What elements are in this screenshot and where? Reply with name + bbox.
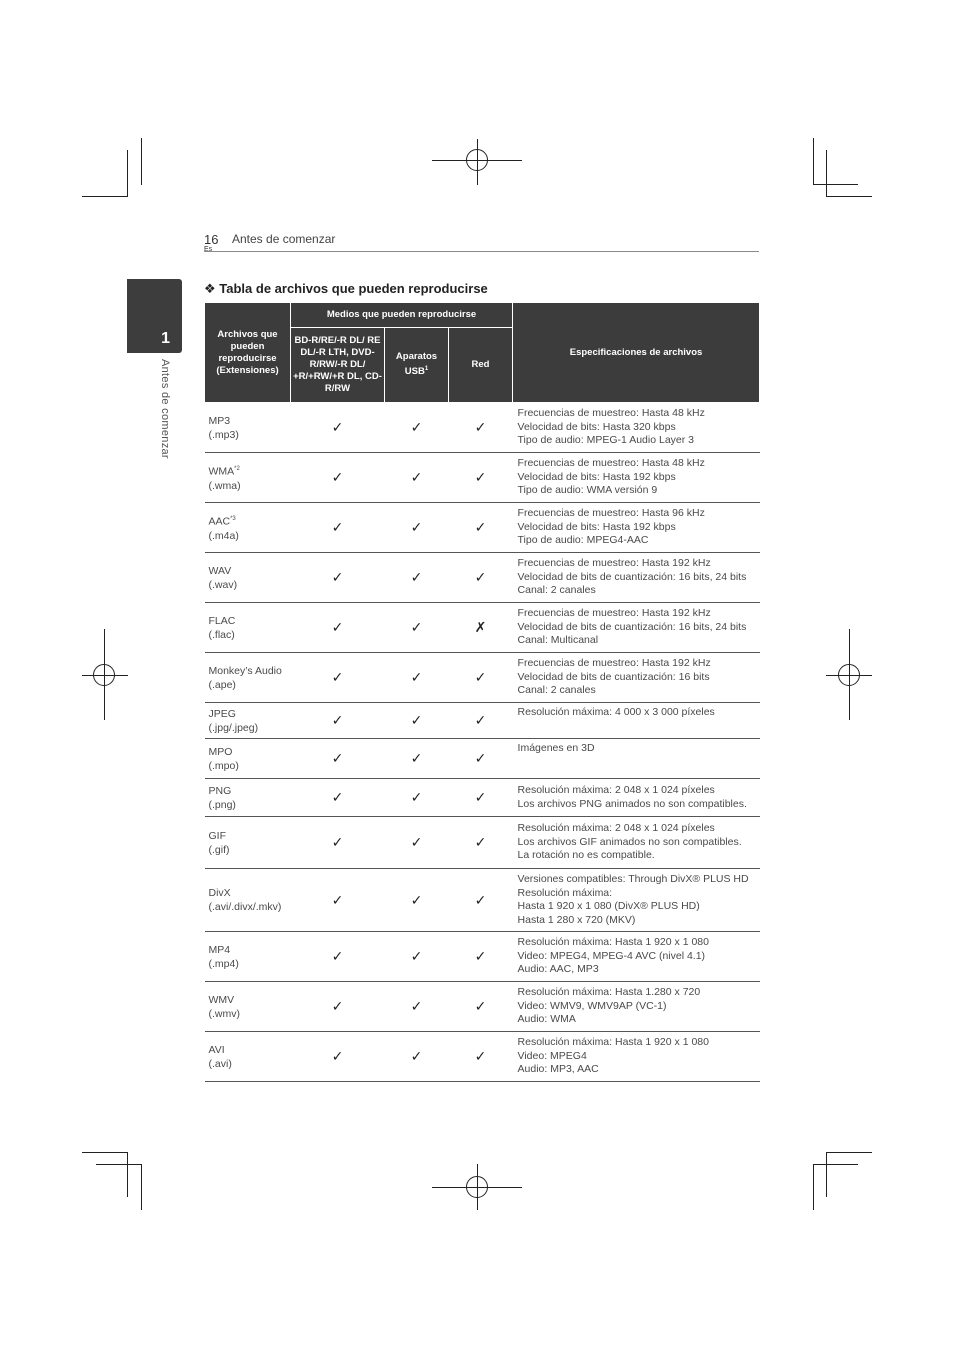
specification-line: La rotación no es compatible. (517, 849, 655, 862)
disc-support-mark: ✓ (291, 603, 385, 653)
usb-support-mark: ✓ (385, 653, 449, 703)
header-usb (385, 328, 449, 403)
network-support-mark: ✓ (449, 1032, 513, 1082)
specification-cell (513, 817, 760, 869)
disc-support-mark: ✓ (291, 932, 385, 982)
specification-line: Audio: WMA (517, 1013, 576, 1026)
table-row (205, 603, 760, 653)
header-files: Archivos que pueden reproducirse (Extensiones) (205, 303, 291, 403)
specification-line: Frecuencias de muestreo: Hasta 192 kHz (517, 607, 711, 620)
specification-line: Resolución máxima: 2 048 x 1 024 píxeles (517, 784, 715, 796)
specification-cell (513, 739, 760, 779)
specification-line: Canal: Multicanal (517, 634, 599, 647)
file-type-cell (205, 653, 291, 703)
disc-support-mark: ✓ (291, 869, 385, 932)
specification-line: Resolución máxima: 2 048 x 1 024 píxeles (517, 822, 715, 835)
file-type-cell (205, 932, 291, 982)
file-type-cell (205, 703, 291, 739)
network-support-mark: ✓ (449, 932, 513, 982)
file-type-cell (205, 982, 291, 1032)
file-extension: (.mp4) (208, 957, 239, 970)
table-row (205, 982, 760, 1032)
header-disc-media: BD-R/RE/-R DL/ RE DL/-R LTH, DVD-R/RW/-R DL/ +R/+RW/+R DL, CD-R/RW (291, 328, 385, 403)
table-body (205, 403, 760, 1082)
specification-cell (513, 403, 760, 453)
table-row (205, 779, 760, 817)
file-type-name: FLAC (208, 614, 236, 627)
file-type-name: Monkey’s Audio (208, 664, 282, 677)
file-type-name: WMV (208, 993, 235, 1006)
disc-support-mark: ✓ (291, 739, 385, 779)
usb-support-mark: ✓ (385, 553, 449, 603)
specification-line: Velocidad de bits de cuantización: 16 bits, 24 bits (517, 570, 747, 583)
header-media-group: Medios que pueden reproducirse (291, 303, 513, 328)
file-type-name: JPEG (208, 707, 236, 720)
specification-cell (513, 653, 760, 703)
usb-support-mark: ✓ (385, 932, 449, 982)
specification-cell (513, 869, 760, 932)
file-extension: (.ape) (208, 678, 236, 691)
specification-cell (513, 1032, 760, 1082)
network-support-mark: ✓ (449, 453, 513, 503)
specification-line: Velocidad de bits: Hasta 192 kbps (517, 470, 676, 483)
file-type-name: AVI (208, 1043, 225, 1056)
file-type-cell (205, 553, 291, 603)
page-header (204, 232, 759, 252)
header-usb-label: Aparatos USB (395, 351, 438, 378)
file-type-name: MP4 (208, 943, 231, 956)
usb-support-mark: ✓ (385, 982, 449, 1032)
specification-line: Frecuencias de muestreo: Hasta 48 kHz (517, 407, 705, 420)
disc-support-mark: ✓ (291, 779, 385, 817)
disc-support-mark: ✓ (291, 403, 385, 453)
chapter-number: 1 (161, 330, 170, 347)
usb-support-mark: ✓ (385, 603, 449, 653)
specification-line: Audio: MP3, AAC (517, 1063, 599, 1076)
table-row (205, 703, 760, 739)
usb-support-mark: ✓ (385, 779, 449, 817)
disc-support-mark: ✓ (291, 453, 385, 503)
file-type-name: GIF (208, 829, 226, 842)
specification-line: Video: MPEG4, MPEG-4 AVC (nivel 4.1) (517, 949, 706, 962)
specification-line: Resolución máxima: Hasta 1 920 x 1 080 (517, 936, 709, 949)
specification-cell (513, 932, 760, 982)
file-extension: (.wmv) (208, 1007, 240, 1020)
usb-support-mark: ✓ (385, 817, 449, 869)
chapter-tab (127, 279, 182, 353)
usb-support-mark: ✓ (385, 739, 449, 779)
file-extension: (.jpg/.jpeg) (208, 721, 259, 734)
specification-line: Canal: 2 canales (517, 684, 596, 697)
specification-line: Los archivos GIF animados no son compatibles. (517, 835, 742, 848)
specification-line: Velocidad de bits: Hasta 320 kbps (517, 420, 676, 433)
file-extension: (.wav) (208, 578, 238, 591)
file-extension: (.mpo) (208, 759, 239, 772)
network-support-mark: ✓ (449, 817, 513, 869)
network-support-mark: ✓ (449, 553, 513, 603)
specification-line: Velocidad de bits de cuantización: 16 bits (517, 670, 710, 683)
page-number: 16 (204, 232, 219, 247)
specification-line: Velocidad de bits de cuantización: 16 bits, 24 bits (517, 620, 747, 633)
network-support-mark: ✓ (449, 779, 513, 817)
file-extension: (.gif) (208, 843, 230, 856)
specification-line: Frecuencias de muestreo: Hasta 48 kHz (517, 457, 705, 470)
table-row (205, 817, 760, 869)
specification-line: Resolución máxima: Hasta 1 920 x 1 080 (517, 1036, 709, 1049)
specification-line: Video: MPEG4 (517, 1049, 587, 1062)
specification-line: Resolución máxima: Hasta 1.280 x 720 (517, 986, 701, 999)
network-support-mark: ✗ (449, 603, 513, 653)
specification-line: Frecuencias de muestreo: Hasta 96 kHz (517, 507, 705, 520)
table-row (205, 932, 760, 982)
footnote-marker: *3 (230, 516, 236, 523)
file-type-cell (205, 739, 291, 779)
usb-support-mark: ✓ (385, 1032, 449, 1082)
table-row (205, 869, 760, 932)
specification-line: Hasta 1 920 x 1 080 (DivX® PLUS HD) (517, 900, 700, 912)
file-type-cell (205, 603, 291, 653)
file-extension: (.m4a) (208, 529, 239, 542)
chapter-tab-label: Antes de comenzar (159, 359, 171, 459)
usb-support-mark: ✓ (385, 453, 449, 503)
network-support-mark: ✓ (449, 653, 513, 703)
network-support-mark: ✓ (449, 739, 513, 779)
file-type-cell (205, 779, 291, 817)
disc-support-mark: ✓ (291, 653, 385, 703)
page-section-title: Antes de comenzar (232, 232, 336, 246)
specification-line: Imágenes en 3D (517, 742, 595, 754)
table-row (205, 453, 760, 503)
usb-support-mark: ✓ (385, 503, 449, 553)
section-heading (204, 281, 488, 297)
table-row (205, 403, 760, 453)
specification-line: Velocidad de bits: Hasta 192 kbps (517, 520, 676, 533)
specification-line: Video: WMV9, WMV9AP (VC-1) (517, 999, 667, 1012)
file-extension: (.mp3) (208, 428, 239, 441)
specification-cell (513, 779, 760, 817)
file-type-name: WMA (208, 465, 235, 478)
table-row (205, 653, 760, 703)
diamond-bullet-icon: ❖ (204, 281, 216, 296)
file-extension: (.avi/.divx/.mkv) (208, 901, 282, 913)
specification-cell (513, 703, 760, 739)
specification-line: Frecuencias de muestreo: Hasta 192 kHz (517, 657, 711, 670)
specification-line: Audio: AAC, MP3 (517, 963, 599, 976)
page-language: Es (204, 246, 213, 253)
specification-line: Tipo de audio: MPEG-1 Audio Layer 3 (517, 434, 694, 447)
specification-cell (513, 453, 760, 503)
file-extension: (.wma) (208, 479, 241, 492)
file-type-name: PNG (208, 784, 232, 797)
specification-line: Tipo de audio: WMA versión 9 (517, 484, 658, 497)
network-support-mark: ✓ (449, 403, 513, 453)
footnote-marker: 1 (424, 366, 429, 373)
table-row (205, 1032, 760, 1082)
file-type-cell (205, 869, 291, 932)
file-type-name: MPO (208, 745, 233, 758)
disc-support-mark: ✓ (291, 703, 385, 739)
network-support-mark: ✓ (449, 982, 513, 1032)
table-row (205, 553, 760, 603)
usb-support-mark: ✓ (385, 403, 449, 453)
table-row (205, 503, 760, 553)
specification-line: Tipo de audio: MPEG4-AAC (517, 534, 649, 547)
file-type-name: MP3 (208, 414, 231, 427)
specification-line: Resolución máxima: 4 000 x 3 000 píxeles (517, 706, 715, 718)
specification-line: Frecuencias de muestreo: Hasta 192 kHz (517, 557, 711, 570)
specification-cell (513, 503, 760, 553)
specification-cell (513, 982, 760, 1032)
network-support-mark: ✓ (449, 503, 513, 553)
file-type-name: DivX (208, 887, 231, 899)
file-extension: (.flac) (208, 628, 235, 641)
specification-cell (513, 603, 760, 653)
footnote-marker: *2 (234, 466, 240, 473)
file-type-name: AAC (208, 515, 231, 528)
specification-line: Versiones compatibles: Through DivX® PLUS HD (517, 873, 749, 885)
disc-support-mark: ✓ (291, 1032, 385, 1082)
specification-line: Los archivos PNG animados no son compatibles. (517, 797, 747, 810)
file-type-cell (205, 453, 291, 503)
usb-support-mark: ✓ (385, 869, 449, 932)
file-type-cell (205, 403, 291, 453)
table-row (205, 739, 760, 779)
specification-cell (513, 553, 760, 603)
disc-support-mark: ✓ (291, 503, 385, 553)
disc-support-mark: ✓ (291, 817, 385, 869)
header-network: Red (449, 328, 513, 403)
file-type-cell (205, 817, 291, 869)
specification-line: Hasta 1 280 x 720 (MKV) (517, 913, 636, 926)
file-extension: (.avi) (208, 1057, 232, 1070)
file-extension: (.png) (208, 798, 236, 811)
section-heading-text: Tabla de archivos que pueden reproducirse (219, 281, 488, 296)
usb-support-mark: ✓ (385, 703, 449, 739)
playable-files-table (204, 302, 760, 1082)
specification-line: Resolución máxima: (517, 886, 613, 899)
file-type-cell (205, 503, 291, 553)
specification-line: Canal: 2 canales (517, 584, 596, 597)
disc-support-mark: ✓ (291, 553, 385, 603)
network-support-mark: ✓ (449, 703, 513, 739)
network-support-mark: ✓ (449, 869, 513, 932)
file-type-cell (205, 1032, 291, 1082)
header-specifications: Especificaciones de archivos (513, 303, 760, 403)
file-type-name: WAV (208, 564, 232, 577)
disc-support-mark: ✓ (291, 982, 385, 1032)
